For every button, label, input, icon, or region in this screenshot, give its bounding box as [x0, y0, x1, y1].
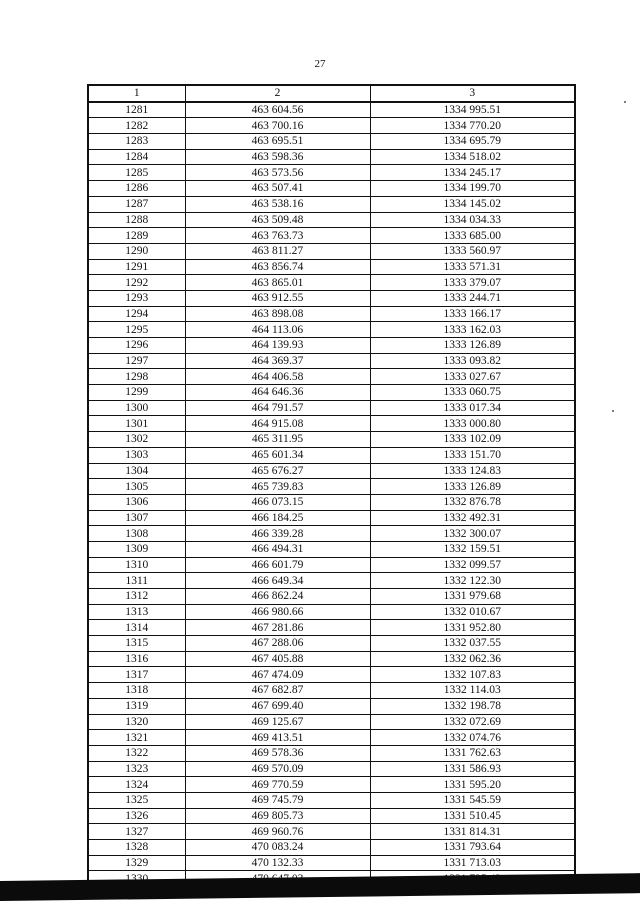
x-coordinate-cell: 465 601.34 — [185, 447, 370, 463]
table-row — [88, 134, 575, 150]
point-number-cell: 1293 — [88, 290, 185, 306]
x-coordinate-cell: 464 406.58 — [185, 369, 370, 385]
x-coordinate-cell: 470 132.33 — [185, 855, 370, 871]
point-number-cell: 1305 — [88, 479, 185, 495]
point-number-cell: 1303 — [88, 447, 185, 463]
x-coordinate-cell: 464 139.93 — [185, 338, 370, 354]
y-coordinate-cell: 1333 060.75 — [370, 385, 575, 401]
point-number-cell: 1282 — [88, 118, 185, 134]
x-coordinate-cell: 467 699.40 — [185, 698, 370, 714]
table-row — [88, 526, 575, 542]
x-coordinate-cell: 463 695.51 — [185, 134, 370, 150]
scan-speck — [612, 410, 614, 412]
y-coordinate-cell: 1334 245.17 — [370, 165, 575, 181]
x-coordinate-cell: 469 745.79 — [185, 792, 370, 808]
table-row — [88, 243, 575, 259]
point-number-cell: 1312 — [88, 589, 185, 605]
y-coordinate-cell: 1334 199.70 — [370, 181, 575, 197]
point-number-cell: 1301 — [88, 416, 185, 432]
table-row — [88, 322, 575, 338]
table-row — [88, 541, 575, 557]
y-coordinate-cell: 1332 099.57 — [370, 557, 575, 573]
y-coordinate-cell: 1331 814.31 — [370, 824, 575, 840]
table-row — [88, 494, 575, 510]
point-number-cell: 1311 — [88, 573, 185, 589]
point-number-cell: 1298 — [88, 369, 185, 385]
point-number-cell: 1325 — [88, 792, 185, 808]
x-coordinate-cell: 469 805.73 — [185, 808, 370, 824]
table-row — [88, 855, 575, 871]
point-number-cell: 1319 — [88, 698, 185, 714]
x-coordinate-cell: 464 915.08 — [185, 416, 370, 432]
y-coordinate-cell: 1333 151.70 — [370, 447, 575, 463]
point-number-cell: 1323 — [88, 761, 185, 777]
y-coordinate-cell: 1334 034.33 — [370, 212, 575, 228]
table-row — [88, 698, 575, 714]
x-coordinate-cell: 466 339.28 — [185, 526, 370, 542]
point-number-cell: 1288 — [88, 212, 185, 228]
table-row — [88, 557, 575, 573]
table-row — [88, 259, 575, 275]
point-number-cell: 1309 — [88, 541, 185, 557]
x-coordinate-cell: 463 865.01 — [185, 275, 370, 291]
x-coordinate-cell: 469 770.59 — [185, 777, 370, 793]
table-row — [88, 385, 575, 401]
y-coordinate-cell: 1331 793.64 — [370, 840, 575, 856]
x-coordinate-cell: 465 676.27 — [185, 463, 370, 479]
x-coordinate-cell: 463 598.36 — [185, 149, 370, 165]
y-coordinate-cell: 1331 979.68 — [370, 589, 575, 605]
table-row — [88, 416, 575, 432]
x-coordinate-cell: 469 413.51 — [185, 730, 370, 746]
table-row — [88, 165, 575, 181]
y-coordinate-cell: 1334 770.20 — [370, 118, 575, 134]
table-row — [88, 510, 575, 526]
y-coordinate-cell: 1333 017.34 — [370, 400, 575, 416]
y-coordinate-cell: 1331 510.45 — [370, 808, 575, 824]
table-row — [88, 181, 575, 197]
point-number-cell: 1296 — [88, 338, 185, 354]
x-coordinate-cell: 463 912.55 — [185, 290, 370, 306]
x-coordinate-cell: 466 649.34 — [185, 573, 370, 589]
column-header-3: 3 — [370, 85, 575, 102]
y-coordinate-cell: 1331 762.63 — [370, 745, 575, 761]
x-coordinate-cell: 463 898.08 — [185, 306, 370, 322]
table-row — [88, 212, 575, 228]
point-number-cell: 1306 — [88, 494, 185, 510]
x-coordinate-cell: 469 960.76 — [185, 824, 370, 840]
point-number-cell: 1322 — [88, 745, 185, 761]
point-number-cell: 1328 — [88, 840, 185, 856]
point-number-cell: 1281 — [88, 102, 185, 118]
table-row — [88, 808, 575, 824]
point-number-cell: 1300 — [88, 400, 185, 416]
y-coordinate-cell: 1333 571.31 — [370, 259, 575, 275]
table-row — [88, 792, 575, 808]
table-row — [88, 824, 575, 840]
table-row — [88, 714, 575, 730]
table-row — [88, 400, 575, 416]
y-coordinate-cell: 1333 379.07 — [370, 275, 575, 291]
point-number-cell: 1284 — [88, 149, 185, 165]
point-number-cell: 1326 — [88, 808, 185, 824]
x-coordinate-cell: 467 281.86 — [185, 620, 370, 636]
table-row — [88, 369, 575, 385]
x-coordinate-cell: 463 573.56 — [185, 165, 370, 181]
table-row — [88, 761, 575, 777]
y-coordinate-cell: 1331 595.20 — [370, 777, 575, 793]
x-coordinate-cell: 464 369.37 — [185, 353, 370, 369]
column-header-1: 1 — [88, 85, 185, 102]
x-coordinate-cell: 463 509.48 — [185, 212, 370, 228]
table-row — [88, 275, 575, 291]
y-coordinate-cell: 1332 122.30 — [370, 573, 575, 589]
point-number-cell: 1307 — [88, 510, 185, 526]
y-coordinate-cell: 1332 010.67 — [370, 604, 575, 620]
x-coordinate-cell: 465 311.95 — [185, 432, 370, 448]
y-coordinate-cell: 1331 586.93 — [370, 761, 575, 777]
y-coordinate-cell: 1332 107.83 — [370, 667, 575, 683]
table-row — [88, 683, 575, 699]
y-coordinate-cell: 1333 000.80 — [370, 416, 575, 432]
x-coordinate-cell: 463 856.74 — [185, 259, 370, 275]
x-coordinate-cell: 467 682.87 — [185, 683, 370, 699]
y-coordinate-cell: 1334 518.02 — [370, 149, 575, 165]
x-coordinate-cell: 469 578.36 — [185, 745, 370, 761]
point-number-cell: 1294 — [88, 306, 185, 322]
column-header-2: 2 — [185, 85, 370, 102]
y-coordinate-cell: 1333 027.67 — [370, 369, 575, 385]
y-coordinate-cell: 1333 685.00 — [370, 228, 575, 244]
y-coordinate-cell: 1333 126.89 — [370, 479, 575, 495]
point-number-cell: 1283 — [88, 134, 185, 150]
y-coordinate-cell: 1332 300.07 — [370, 526, 575, 542]
table-header-row — [88, 85, 575, 102]
point-number-cell: 1318 — [88, 683, 185, 699]
point-number-cell: 1321 — [88, 730, 185, 746]
point-number-cell: 1297 — [88, 353, 185, 369]
x-coordinate-cell: 469 125.67 — [185, 714, 370, 730]
point-number-cell: 1291 — [88, 259, 185, 275]
point-number-cell: 1315 — [88, 636, 185, 652]
y-coordinate-cell: 1332 198.78 — [370, 698, 575, 714]
y-coordinate-cell: 1331 952.80 — [370, 620, 575, 636]
table-row — [88, 604, 575, 620]
x-coordinate-cell: 467 288.06 — [185, 636, 370, 652]
y-coordinate-cell: 1333 093.82 — [370, 353, 575, 369]
point-number-cell: 1313 — [88, 604, 185, 620]
table-row — [88, 353, 575, 369]
point-number-cell: 1287 — [88, 196, 185, 212]
table-row — [88, 745, 575, 761]
y-coordinate-cell: 1333 162.03 — [370, 322, 575, 338]
table-row — [88, 338, 575, 354]
x-coordinate-cell: 466 980.66 — [185, 604, 370, 620]
x-coordinate-cell: 466 184.25 — [185, 510, 370, 526]
x-coordinate-cell: 467 474.09 — [185, 667, 370, 683]
point-number-cell: 1317 — [88, 667, 185, 683]
y-coordinate-cell: 1332 876.78 — [370, 494, 575, 510]
y-coordinate-cell: 1332 037.55 — [370, 636, 575, 652]
x-coordinate-cell: 463 538.16 — [185, 196, 370, 212]
point-number-cell: 1308 — [88, 526, 185, 542]
table-row — [88, 149, 575, 165]
point-number-cell: 1324 — [88, 777, 185, 793]
coordinates-table — [87, 84, 576, 888]
table-row — [88, 620, 575, 636]
x-coordinate-cell: 466 073.15 — [185, 494, 370, 510]
point-number-cell: 1295 — [88, 322, 185, 338]
table-row — [88, 228, 575, 244]
scan-speck — [624, 101, 626, 103]
x-coordinate-cell: 467 405.88 — [185, 651, 370, 667]
x-coordinate-cell: 464 791.57 — [185, 400, 370, 416]
table-row — [88, 306, 575, 322]
y-coordinate-cell: 1334 695.79 — [370, 134, 575, 150]
point-number-cell: 1299 — [88, 385, 185, 401]
point-number-cell: 1320 — [88, 714, 185, 730]
point-number-cell: 1304 — [88, 463, 185, 479]
x-coordinate-cell: 465 739.83 — [185, 479, 370, 495]
table-row — [88, 463, 575, 479]
y-coordinate-cell: 1331 713.03 — [370, 855, 575, 871]
x-coordinate-cell: 466 601.79 — [185, 557, 370, 573]
table-row — [88, 432, 575, 448]
point-number-cell: 1327 — [88, 824, 185, 840]
table-row — [88, 479, 575, 495]
y-coordinate-cell: 1332 074.76 — [370, 730, 575, 746]
point-number-cell: 1289 — [88, 228, 185, 244]
table-row — [88, 573, 575, 589]
y-coordinate-cell: 1334 995.51 — [370, 102, 575, 118]
table-row — [88, 651, 575, 667]
point-number-cell: 1310 — [88, 557, 185, 573]
table-row — [88, 290, 575, 306]
y-coordinate-cell: 1333 560.97 — [370, 243, 575, 259]
y-coordinate-cell: 1333 124.83 — [370, 463, 575, 479]
y-coordinate-cell: 1333 126.89 — [370, 338, 575, 354]
y-coordinate-cell: 1332 062.36 — [370, 651, 575, 667]
y-coordinate-cell: 1332 114.03 — [370, 683, 575, 699]
y-coordinate-cell: 1332 492.31 — [370, 510, 575, 526]
x-coordinate-cell: 463 507.41 — [185, 181, 370, 197]
x-coordinate-cell: 466 494.31 — [185, 541, 370, 557]
table-row — [88, 730, 575, 746]
point-number-cell: 1302 — [88, 432, 185, 448]
table-row — [88, 840, 575, 856]
point-number-cell: 1314 — [88, 620, 185, 636]
table-row — [88, 777, 575, 793]
y-coordinate-cell: 1334 145.02 — [370, 196, 575, 212]
x-coordinate-cell: 464 646.36 — [185, 385, 370, 401]
x-coordinate-cell: 469 570.09 — [185, 761, 370, 777]
point-number-cell: 1285 — [88, 165, 185, 181]
x-coordinate-cell: 470 083.24 — [185, 840, 370, 856]
table-row — [88, 118, 575, 134]
point-number-cell: 1286 — [88, 181, 185, 197]
point-number-cell: 1290 — [88, 243, 185, 259]
point-number-cell: 1316 — [88, 651, 185, 667]
y-coordinate-cell: 1331 545.59 — [370, 792, 575, 808]
table-body — [88, 102, 575, 887]
y-coordinate-cell: 1333 166.17 — [370, 306, 575, 322]
table-row — [88, 667, 575, 683]
y-coordinate-cell: 1333 102.09 — [370, 432, 575, 448]
x-coordinate-cell: 463 763.73 — [185, 228, 370, 244]
table-row — [88, 636, 575, 652]
page-number: 27 — [314, 58, 326, 70]
y-coordinate-cell: 1333 244.71 — [370, 290, 575, 306]
point-number-cell: 1329 — [88, 855, 185, 871]
table-row — [88, 102, 575, 118]
table-row — [88, 447, 575, 463]
x-coordinate-cell: 463 700.16 — [185, 118, 370, 134]
y-coordinate-cell: 1332 072.69 — [370, 714, 575, 730]
x-coordinate-cell: 466 862.24 — [185, 589, 370, 605]
x-coordinate-cell: 464 113.06 — [185, 322, 370, 338]
x-coordinate-cell: 463 811.27 — [185, 243, 370, 259]
x-coordinate-cell: 463 604.56 — [185, 102, 370, 118]
table-row — [88, 196, 575, 212]
table-row — [88, 589, 575, 605]
point-number-cell: 1292 — [88, 275, 185, 291]
y-coordinate-cell: 1332 159.51 — [370, 541, 575, 557]
